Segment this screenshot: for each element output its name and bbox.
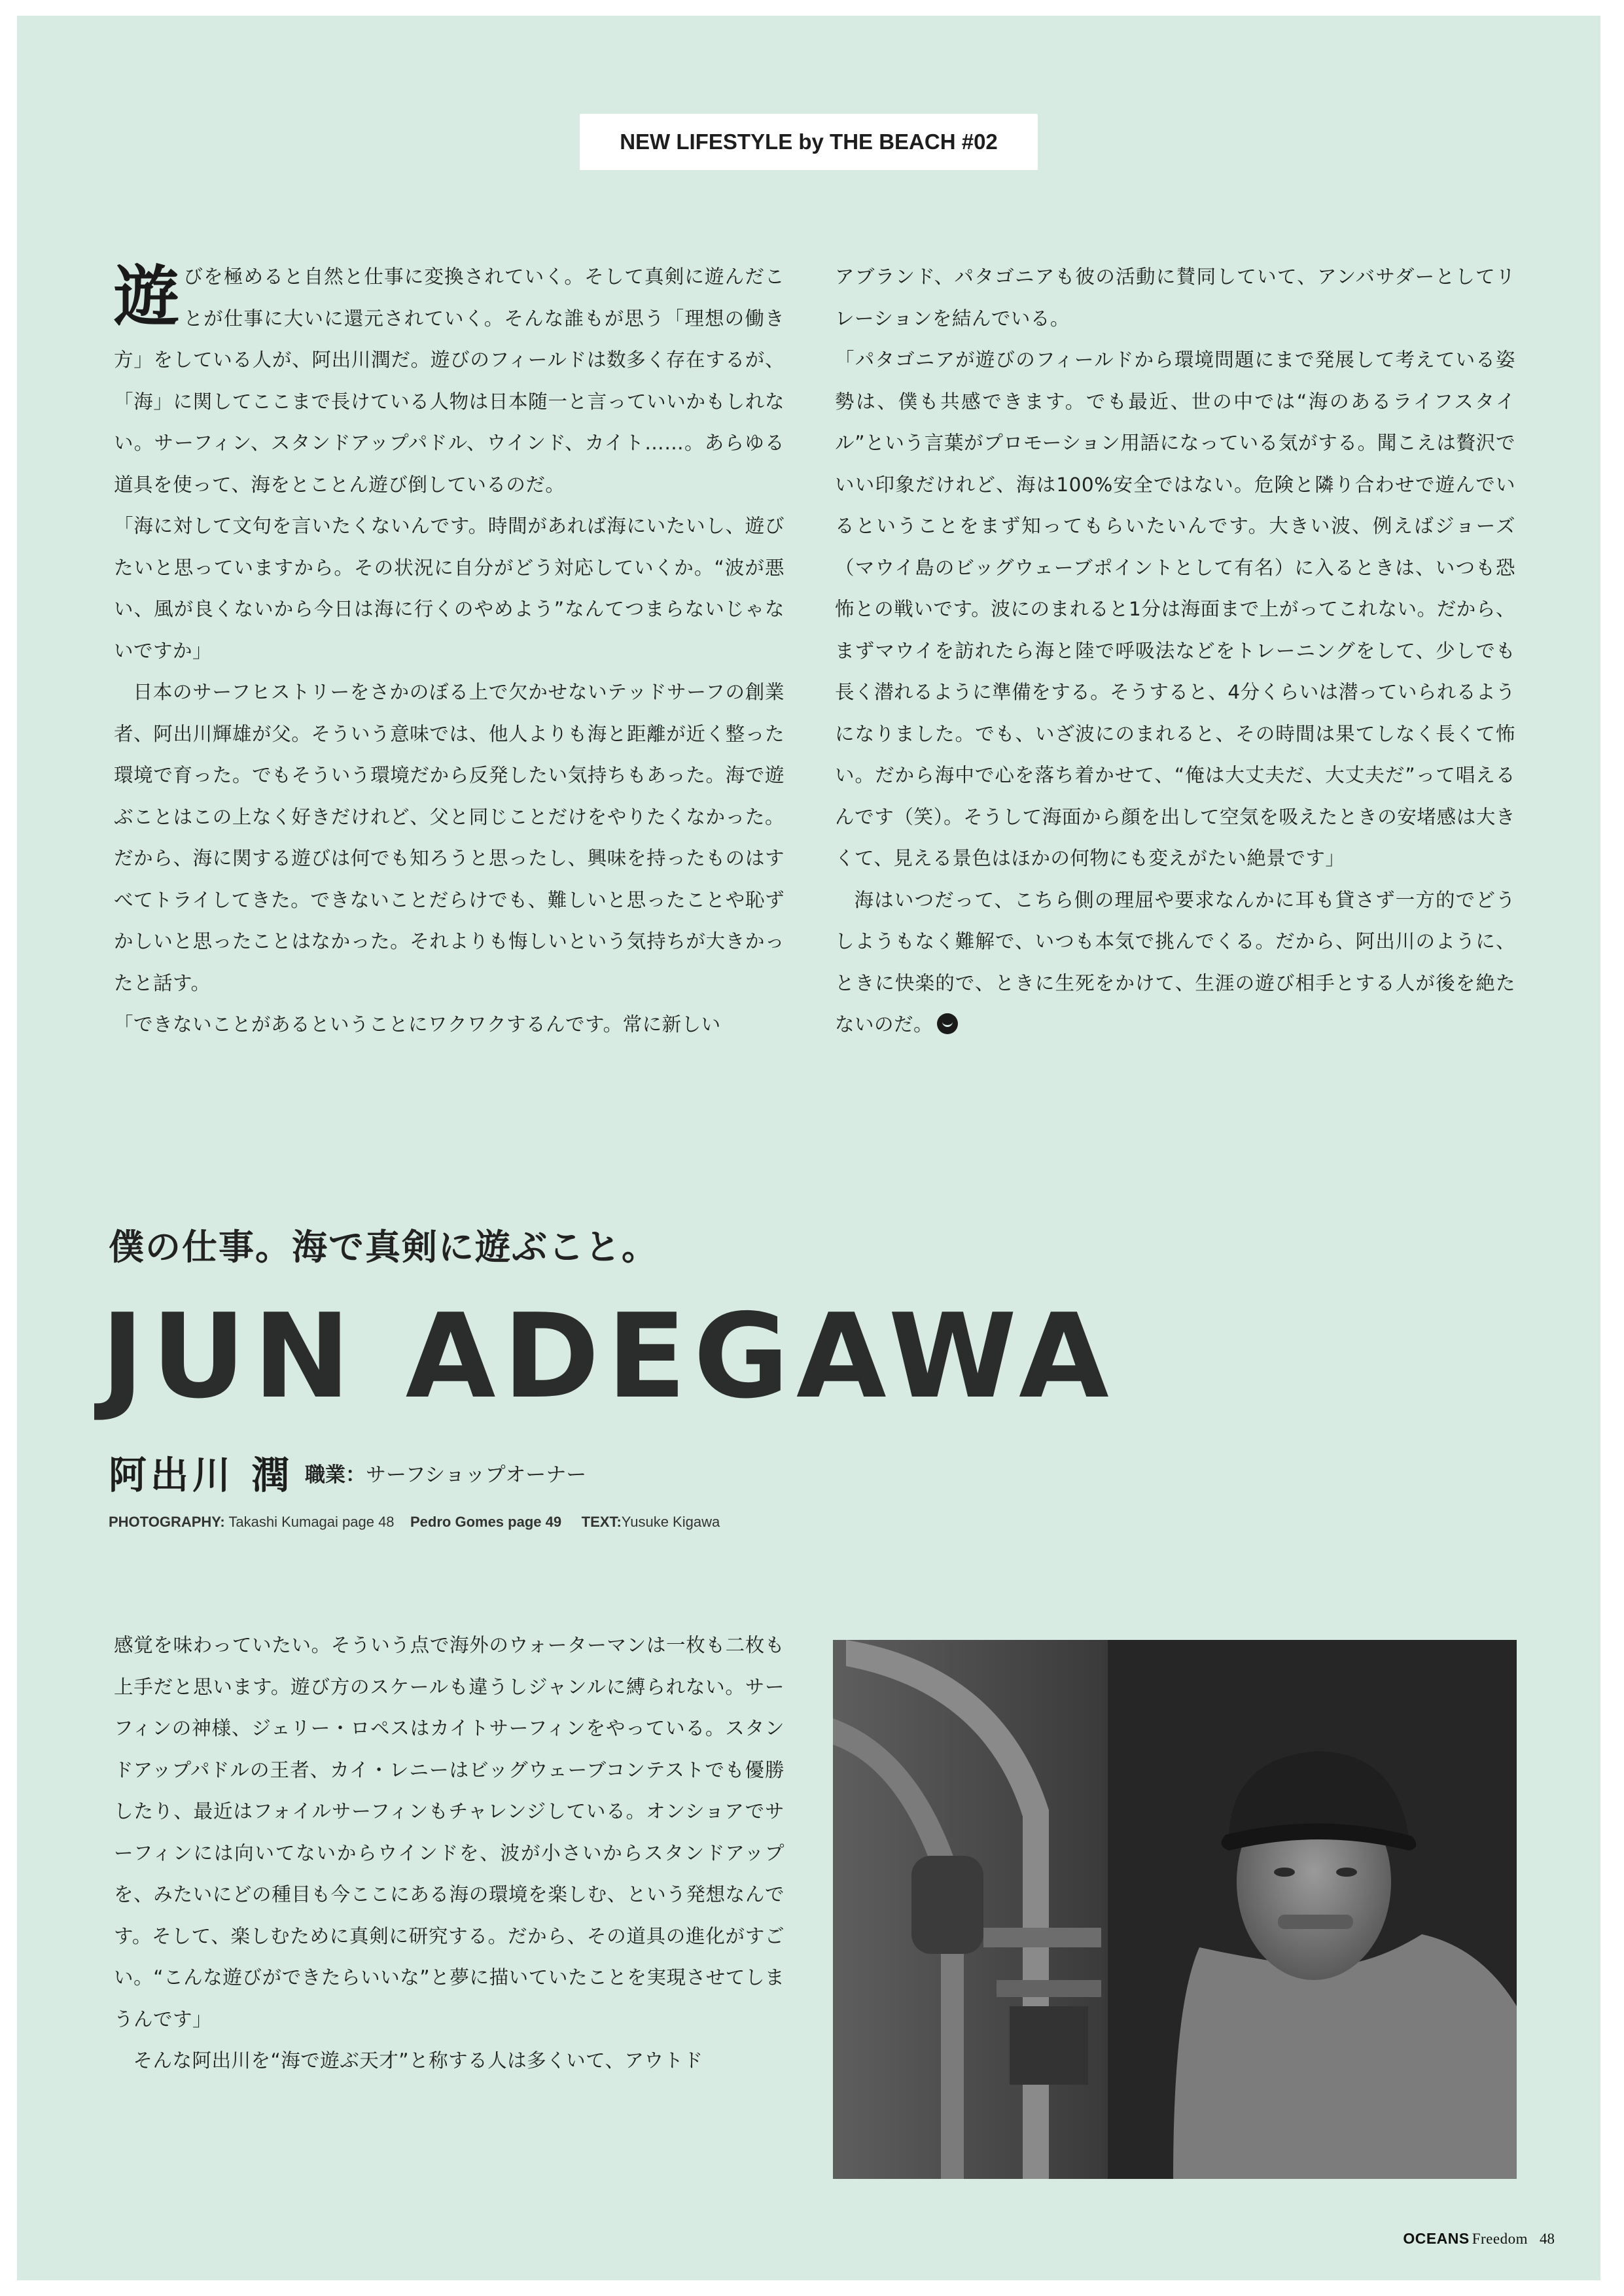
article-paragraph: 遊びを極めると自然と仕事に変換されていく。そして真剣に遊んだことが仕事に大いに還元されていく。そんな誰もが思う「理想の働き方」をしている人が、阿出川潤だ。遊びのフィールドは数多く存在するが、「海」に関してここまで長けている人物は日本随一と言っていいかもしれない。サーフィン、スタンドアップパドル、ウインド、カイト……。あらゆる道具を使って、海をとことん遊び倒しているのだ。	[114, 258, 785, 496]
occupation-label: 職業：	[305, 1463, 366, 1487]
page-number: 48	[1540, 2231, 1555, 2247]
footer-brand: OCEANS Freedom	[1403, 2230, 1528, 2247]
page-footer	[1403, 2230, 1555, 2248]
photo-credit-2: Pedro Gomes page 49	[410, 1514, 562, 1530]
article-paragraph: 「海に対して文句を言いたくないんです。時間があれば海にいたいし、遊びたいと思っていますから。その状況に自分がどう対応していくか。“波が悪い、風が良くないから今日は海に行くのやめよう”なんてつまらないじゃないですか」	[114, 515, 785, 662]
name-english: JUN ADEGAWA	[101, 1289, 1116, 1424]
section-tag: NEW LIFESTYLE by THE BEACH #02	[580, 114, 1038, 170]
smile-end-mark-icon	[937, 1013, 958, 1034]
portrait-photo-image	[833, 1640, 1517, 2179]
article-paragraph: そんな阿出川を“海で遊ぶ天才”と称する人は多くいて、アウトド	[133, 2049, 703, 2072]
photo-credit-1: Takashi Kumagai page 48	[228, 1514, 395, 1530]
credits	[109, 1514, 720, 1531]
footer-brand-suffix: Freedom	[1472, 2231, 1528, 2247]
article-paragraph: 海はいつだって、こちら側の理屈や要求なんかに耳も貸さず一方的でどうしようもなく難解で、いつも本気で挑んでくる。だから、阿出川のように、ときに快楽的で、ときに生死をかけて、生涯の遊び相手とする人が後を絶たないのだ。	[835, 888, 1515, 1035]
article-paragraph: 日本のサーフヒストリーをさかのぼる上で欠かせないテッドサーフの創業者、阿出川輝雄が父。そういう意味では、他人よりも海と距離が近く整った環境で育った。でもそういう環境だから反発したい気持ちもあった。海で遊ぶことはこの上なく好きだけれど、父と同じことだけをやりたくなかった。だから、海に関する遊びは何でも知ろうと思ったし、興味を持ったものはすべてトライしてきた。できないことだらけでも、難しいと思ったことや恥ずかしいと思ったことはなかった。それよりも悔しいという気持ちが大きかったと話す。	[114, 681, 785, 994]
article-paragraph: 「パタゴニアが遊びのフィールドから環境問題にまで発展して考えている姿勢は、僕も共感できます。でも最近、世の中では“海のあるライフスタイル”という言葉がプロモーション用語になっている気がする。聞こえは贅沢でいい印象だけれど、海は100%安全ではない。危険と隣り合わせで遊んでいるということをまず知ってもらいたいんです。大きい波、例えばジョーズ（マウイ島のビッグウェーブポイントとして有名）に入るときは、いつも恐怖との戦いです。波にのまれると1分は海面まで上がってこれない。だから、まずマウイを訪れたら海と陸で呼吸法などをトレーニングをして、少しでも長く潜れるように準備をする。そうすると、4分くらいは潜っていられるようになりました。でも、いざ波にのまれると、その時間は果てしなく長くて怖い。だから海中で心を落ち着かせて、“俺は大丈夫だ、大丈夫だ”って唱えるんです（笑）。そうして海面から顔を出して空気を吸えたときの安堵感は大きくて、見える景色はほかの何物にも変えがたい絶景です」	[835, 349, 1515, 869]
article-column-top-right	[835, 256, 1515, 1046]
article-paragraph: 感覚を味わっていたい。そういう点で海外のウォーターマンは一枚も二枚も上手だと思います。遊び方のスケールも違うしジャンルに縛られない。サーフィンの神様、ジェリー・ロペスはカイトサーフィンをやっている。スタンドアップパドルの王者、カイ・レニーはビッグウェーブコンテストでも優勝したり、最近はフォイルサーフィンもチャレンジしている。オンショアでサーフィンには向いてないからウインドを、波が小さいからスタンドアップを、みたいにどの種目も今ここにある海の環境を楽しむ、という発想なんです。そして、楽しむために真剣に研究する。だから、その道具の進化がすごい。“こんな遊びができたらいいな”と夢に描いていたことを実現させてしまうんです」	[114, 1634, 785, 2030]
name-japanese: 阿出川 潤	[109, 1453, 294, 1497]
article-paragraph: 「できないことがあるということにワクワクするんです。常に新しい	[114, 1013, 721, 1035]
headline: 僕の仕事。海で真剣に遊ぶこと。	[109, 1226, 658, 1268]
occupation	[305, 1458, 586, 1487]
drop-cap: 遊	[114, 258, 180, 335]
article-paragraph: アブランド、パタゴニアも彼の活動に賛同していて、アンバサダーとしてリレーションを結んでいる。	[835, 266, 1515, 330]
photo-credit-label: PHOTOGRAPHY:	[109, 1514, 225, 1530]
text-credit-label: TEXT:	[581, 1514, 622, 1530]
article-column-bottom-left	[114, 1625, 785, 2082]
article-column-top-left	[114, 256, 785, 1046]
portrait-photo	[833, 1640, 1517, 2179]
text-credit: Yusuke Kigawa	[621, 1514, 720, 1530]
occupation-value: サーフショップオーナー	[366, 1463, 587, 1487]
magazine-page	[17, 16, 1600, 2280]
